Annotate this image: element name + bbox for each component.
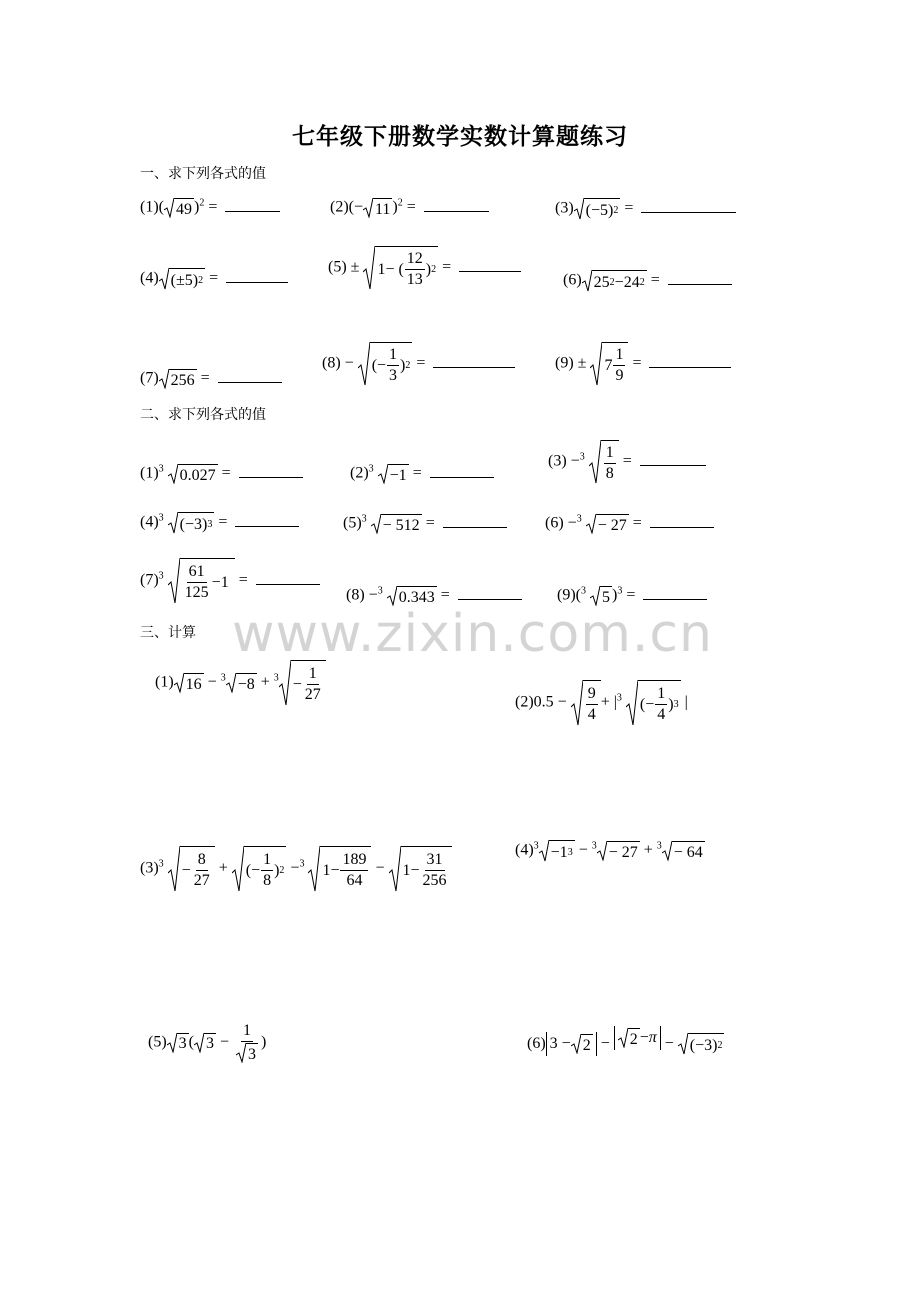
radical: 1 − 189 64 — [308, 846, 371, 892]
answer-blank[interactable] — [218, 382, 282, 383]
radical: (−3) 2 — [678, 1033, 725, 1055]
answer-blank[interactable] — [424, 211, 489, 212]
radical: −8 — [226, 673, 257, 693]
radical: 49 — [164, 198, 194, 218]
radical: 9 4 — [571, 680, 601, 726]
radical: 61 125 − 1 — [168, 558, 235, 604]
answer-blank[interactable] — [668, 284, 732, 285]
radical: − 1 27 — [279, 660, 326, 706]
radical: −1 3 — [539, 840, 575, 862]
radical: − 512 — [371, 514, 422, 534]
problem-3-2: (2)0.5 − 9 4 + $|^3$ (− 1 4 ) 3 | — [515, 680, 688, 726]
radical: 256 — [159, 369, 197, 389]
radical: 0.027 — [168, 464, 218, 484]
radical: 2 — [571, 1034, 593, 1054]
answer-blank[interactable] — [649, 367, 731, 368]
answer-blank[interactable] — [643, 599, 707, 600]
answer-blank[interactable] — [640, 465, 706, 466]
answer-blank[interactable] — [226, 282, 288, 283]
radical: 7 1 9 — [590, 342, 628, 386]
radical: − 8 27 — [168, 846, 215, 892]
problem-1-6: (6) 25 2 − 24 2 = — [563, 270, 732, 292]
page-title: 七年级下册数学实数计算题练习 — [292, 124, 628, 150]
problem-1-8: (8) − (− 1 3 ) 2 = — [322, 342, 515, 386]
radical: (− 1 3 ) 2 — [358, 342, 413, 386]
problem-1-3: (3) (−5) 2 = — [555, 198, 736, 220]
problem-1-5: (5) ± 1 − ( 12 13 ) 2 = — [328, 246, 521, 290]
answer-blank[interactable] — [641, 212, 736, 213]
radical: 2 — [618, 1028, 640, 1048]
radical: 3 — [194, 1033, 216, 1053]
radical: 1 8 — [589, 440, 619, 484]
problem-2-2: $(2)^3$ −1 = — [350, 464, 494, 484]
radical: (±5) 2 — [159, 268, 205, 290]
radical: 5 — [590, 586, 612, 606]
radical: (−5) 2 — [574, 198, 621, 220]
answer-blank[interactable] — [256, 584, 320, 585]
problem-3-6: (6) 3 − 2 − 2 − π − (−3) 2 — [527, 1026, 724, 1056]
radical: 0.343 — [387, 586, 437, 606]
problem-1-9: (9) ± 7 1 9 = — [555, 342, 731, 386]
answer-blank[interactable] — [225, 211, 280, 212]
radical: (−3) 3 — [168, 512, 215, 534]
problem-3-1: (1) 16 − $^3$ −8 + $^3$ − 1 27 — [155, 660, 326, 706]
problem-1-1: (1)( 49 )$^2$ = — [140, 198, 280, 218]
problem-2-8: (8) −$^3$ 0.343 = — [346, 586, 522, 606]
radical: 1 − ( 12 13 ) 2 — [363, 246, 438, 290]
problem-2-6: (6) −$^3$ − 27 = — [545, 514, 714, 534]
problem-3-3: $(3)^3$ − 8 27 + (− 1 8 ) 2 −$^3$ 1 − 189 64 − 1 − 31 256 — [140, 846, 452, 892]
answer-blank[interactable] — [443, 527, 507, 528]
answer-blank[interactable] — [459, 271, 521, 272]
radical: 25 2 − 24 2 — [582, 270, 647, 292]
radical: 3 — [236, 1043, 258, 1064]
answer-blank[interactable] — [458, 599, 522, 600]
problem-2-1: $(1)^3$ 0.027 = — [140, 464, 303, 484]
radical: 3 — [167, 1033, 189, 1053]
answer-blank[interactable] — [433, 367, 515, 368]
problem-2-7: $(7)^3$ 61 125 − 1 = — [140, 558, 320, 604]
answer-blank[interactable] — [235, 526, 299, 527]
section-1-heading: 一、求下列各式的值 — [140, 166, 266, 182]
problem-3-5: (5) 3 ( 3 − $\frac{1}{3}$ ) — [148, 1022, 267, 1063]
radical: 11 — [363, 198, 392, 218]
answer-blank[interactable] — [650, 527, 714, 528]
radical: 16 — [174, 673, 204, 693]
answer-blank[interactable] — [239, 477, 303, 478]
problem-1-4: (4) (±5) 2 = — [140, 268, 288, 290]
problem-2-4: $(4)^3$ (−3) 3 = — [140, 512, 299, 534]
problem-2-5: $(5)^3$ − 512 = — [343, 514, 507, 534]
answer-blank[interactable] — [430, 477, 494, 478]
radical: − 27 — [586, 514, 629, 534]
radical: − 64 — [662, 841, 705, 861]
problem-1-7: (7) 256 = — [140, 369, 282, 389]
problem-2-3: (3) −$^3$ 1 8 = — [548, 440, 706, 484]
section-2-heading: 二、求下列各式的值 — [140, 407, 266, 423]
problem-1-2: (2)(− 11 )$^2$ = — [330, 198, 489, 218]
radical: −1 — [378, 464, 409, 484]
radical: 1 − 31 256 — [389, 846, 452, 892]
watermark: www.zixin.com.cn — [232, 604, 713, 664]
problem-2-9: (9)($^3$ 5 )$^3$ = — [557, 586, 707, 606]
section-3-heading: 三、计算 — [140, 625, 196, 641]
radical: − 27 — [597, 841, 640, 861]
problem-3-4: $(4)^3$ −1 3 − $^3$ − 27 + $^3$ − 64 — [515, 840, 703, 861]
radical: (− 1 8 ) 2 — [232, 846, 287, 892]
radical: (− 1 4 ) 3 — [626, 680, 681, 726]
